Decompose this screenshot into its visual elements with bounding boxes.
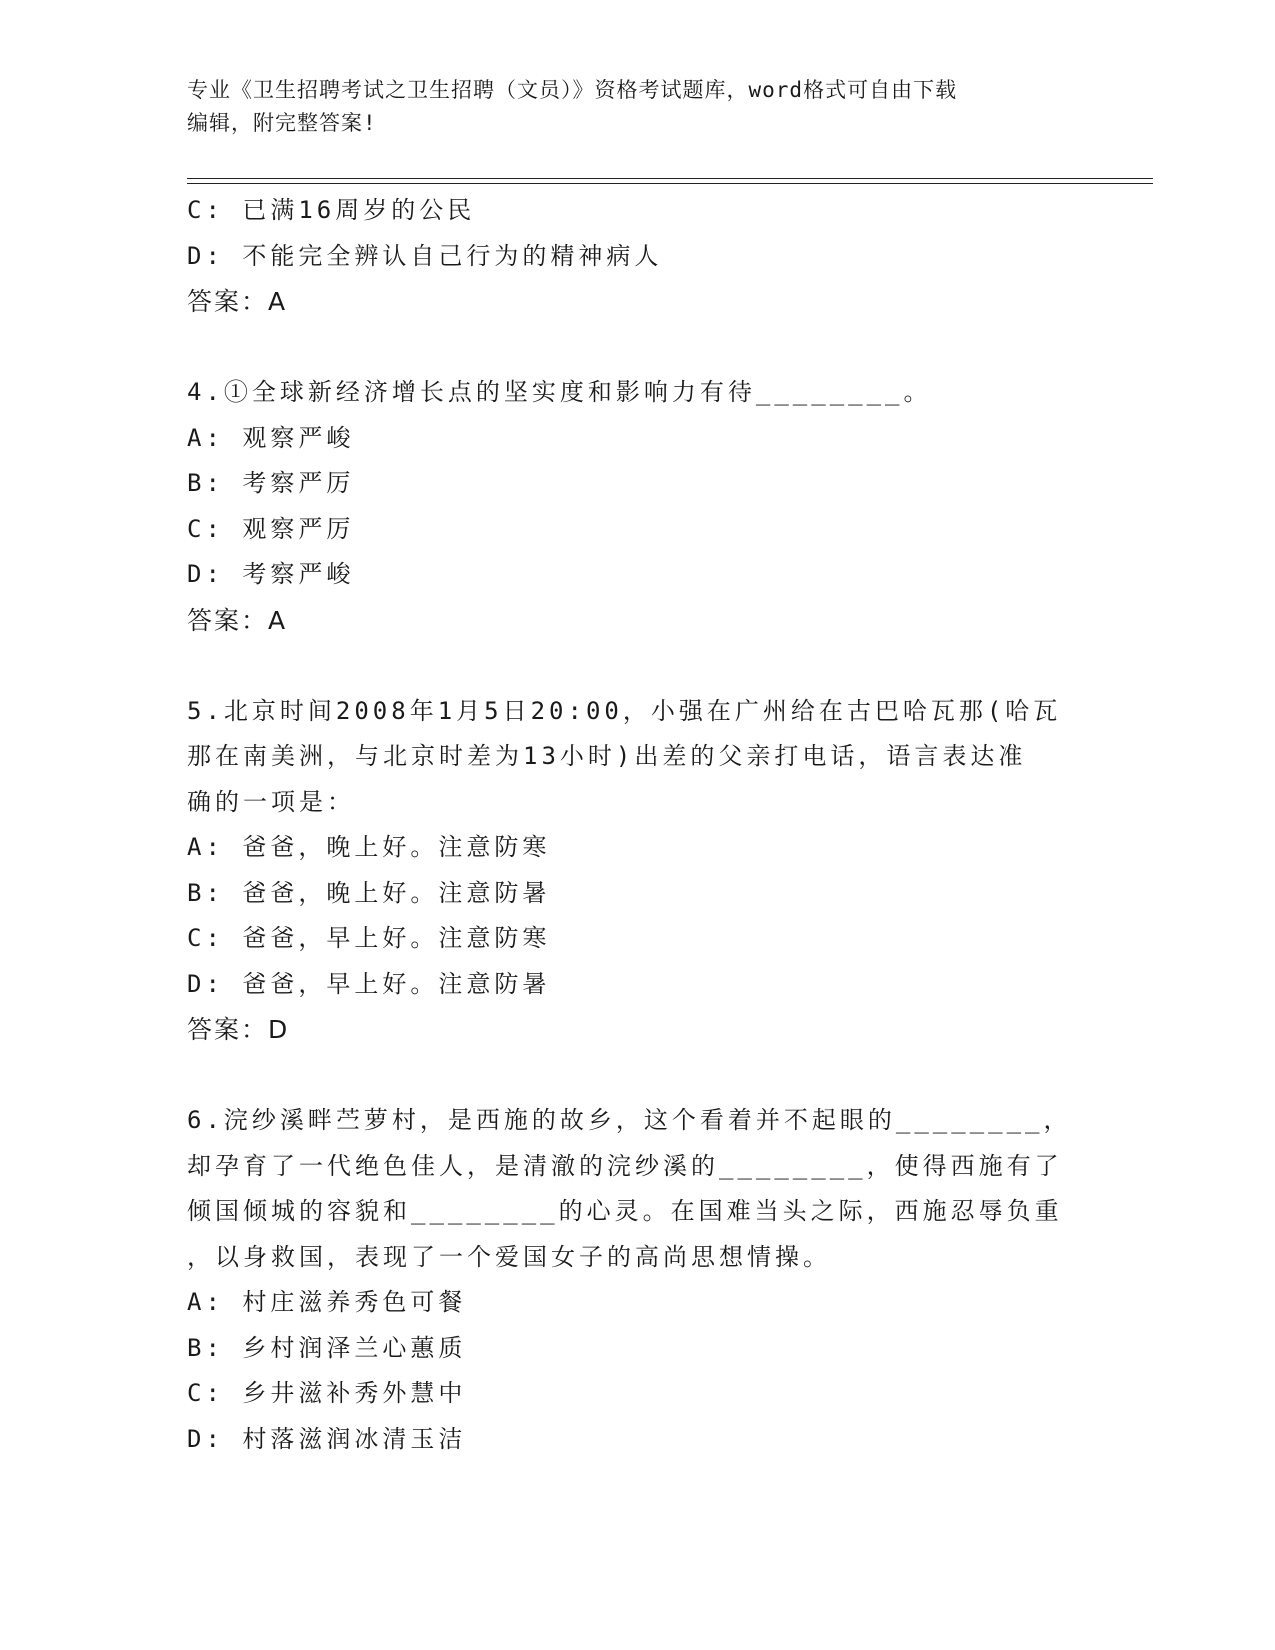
option-d: D: 不能完全辨认自己行为的精神病人 [187,241,663,270]
option-a: A: 爸爸，晚上好。注意防寒 [187,833,551,861]
header-rule-bottom [187,183,1153,184]
document-header [187,74,1087,140]
question-4 [187,370,1087,643]
question-stem: 4.①全球新经济增长点的坚实度和影响力有待________。 [187,378,932,406]
question-5 [187,689,1087,1053]
option-b: B: 乡村润泽兰心蕙质 [187,1333,467,1362]
option-d: D: 村落滋润冰清玉洁 [187,1424,467,1453]
question-3-tail [187,188,1087,325]
question-stem: 5.北京时间2008年1月5日20:00，小强在广州给在古巴哈瓦那(哈瓦 [187,696,1062,725]
option-b: B: 考察严厉 [187,469,355,497]
option-a: A: 村庄滋养秀色可餐 [187,1288,467,1316]
option-d: D: 考察严峻 [187,560,355,588]
question-stem: 那在南美洲，与北京时差为13小时)出差的父亲打电话，语言表达准 [187,742,1027,770]
question-stem: 却孕育了一代绝色佳人，是清澈的浣纱溪的________，使得西施有了 [187,1151,1063,1180]
answer-line: 答案：A [187,605,288,635]
question-stem: ，以身救国，表现了一个爱国女子的高尚思想情操。 [187,1242,831,1271]
question-stem: 倾国倾城的容貌和________的心灵。在国难当头之际，西施忍辱负重 [187,1197,1063,1225]
answer-line: 答案：A [187,287,288,316]
option-a: A: 观察严峻 [187,423,355,452]
answer-line: 答案：D [187,1015,290,1044]
option-c: C: 观察严厉 [187,514,355,543]
option-c: C: 爸爸，早上好。注意防寒 [187,924,551,952]
question-list [187,188,1087,1462]
option-c: C: 已满16周岁的公民 [187,196,476,224]
question-6 [187,1098,1087,1462]
header-line-1: 专业《卫生招聘考试之卫生招聘（文员）》资格考试题库，word格式可自由下载 [187,78,958,102]
option-b: B: 爸爸，晚上好。注意防暑 [187,878,551,907]
header-rule-top [187,178,1153,179]
header-line-2: 编辑，附完整答案! [187,111,377,135]
question-stem: 6.浣纱溪畔苎萝村，是西施的故乡，这个看着并不起眼的________， [187,1106,1072,1134]
option-c: C: 乡井滋补秀外慧中 [187,1379,467,1407]
option-d: D: 爸爸，早上好。注意防暑 [187,969,551,998]
question-stem: 确的一项是： [187,787,355,816]
